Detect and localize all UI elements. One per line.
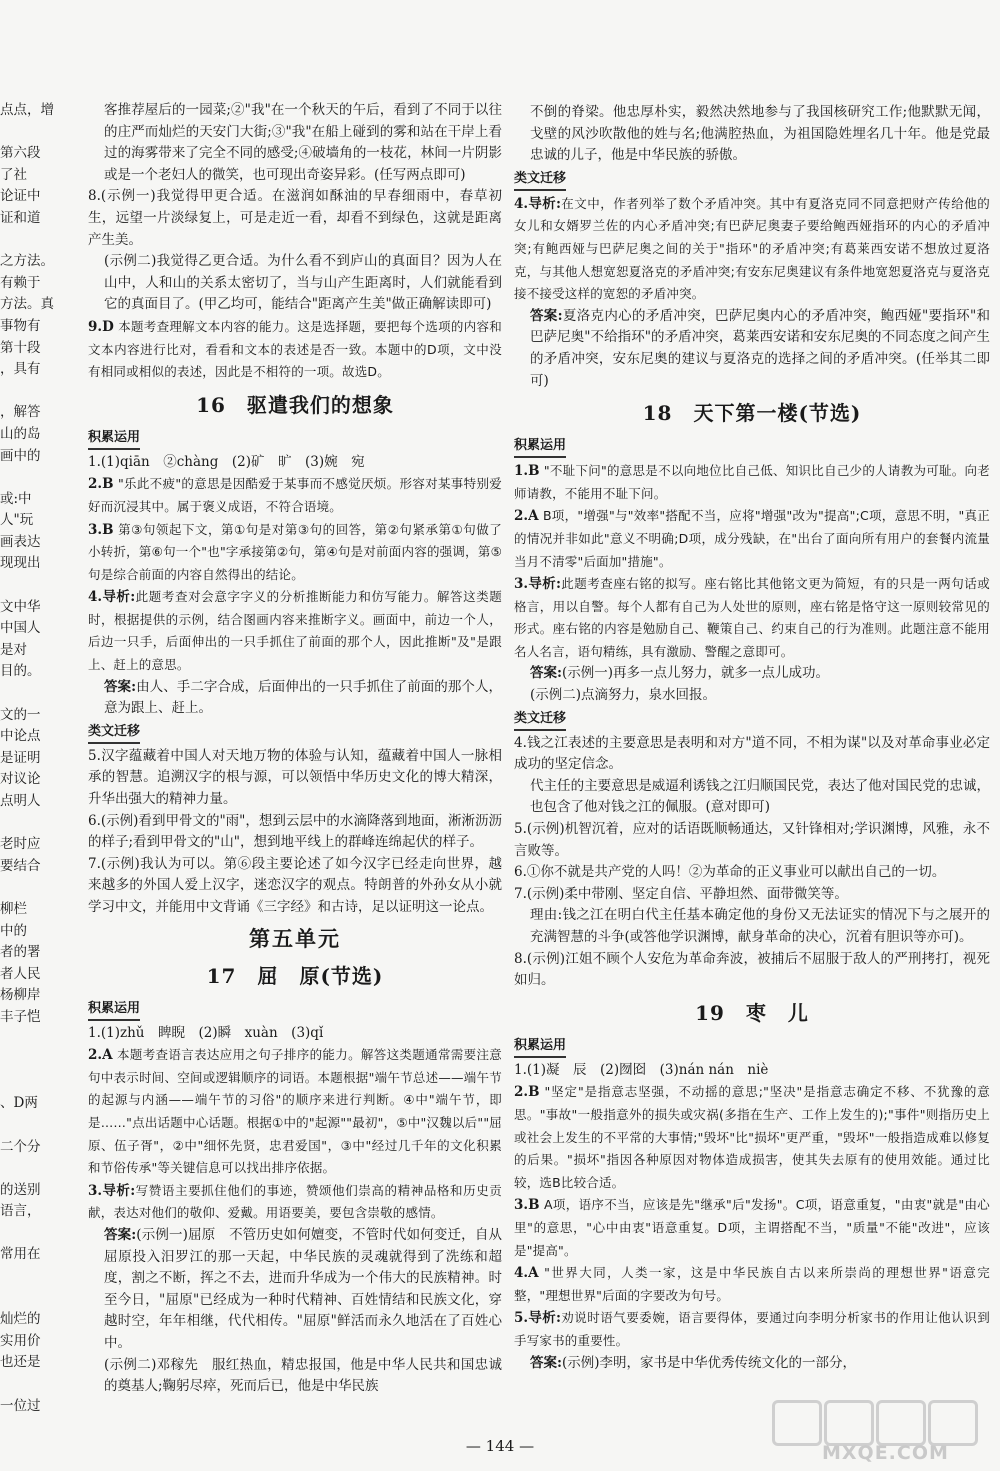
answer-l16-q6: 6.(示例)看到甲骨文的"雨"，想到云层中的水滴降落到地面，淅淅沥沥的样子;看到甲骨文的"山"，想到地平线上的群峰连绵起伏的样子。 (88, 812, 502, 851)
answer-l17-q1: 1.(1)zhǔ 睥睨 (2)瞬 xuàn (3)qǐ (88, 1024, 324, 1041)
section-label-transfer: 类文迁移 (514, 709, 566, 731)
answer-text: 夏洛克内心的矛盾冲突，巴萨尼奥内心的矛盾冲突，鲍西娅"要指环"和巴萨尼奥"不给指环"的矛盾冲突，葛莱西安诺和安东尼奥的不同态度之间产生的矛盾冲突，安东尼奥的建议与夏洛克的选择之间的矛盾冲突。(任举其二即可) (530, 307, 990, 389)
clipped-text-line (0, 877, 78, 899)
answer-l19-q3 (514, 1194, 990, 1262)
answer-l17-q4-answer (514, 306, 990, 392)
question-number: 3.B (88, 521, 114, 538)
clipped-text-line (0, 230, 78, 252)
clipped-text-line: 丰子恺 (0, 1008, 41, 1025)
clipped-text-line: 有赖于 (0, 274, 41, 291)
answer-l17-q4 (514, 193, 990, 306)
clipped-text-line: 画表达 (0, 533, 41, 550)
answer-label: 答案: (104, 678, 137, 695)
clipped-text-line: 山的岛 (0, 425, 41, 442)
clipped-text-line: 者人民 (0, 965, 41, 982)
answer-l19-q1: 1.(1)凝 辰 (2)囫囵 (3)nán nán niè (514, 1061, 769, 1078)
section-label-accumulate: 积累运用 (88, 999, 140, 1021)
clipped-text-line: ，解答 (0, 404, 41, 421)
section-label-accumulate: 积累运用 (88, 428, 140, 450)
clipped-text-line (0, 813, 78, 835)
clipped-text-line: ，具有 (0, 361, 41, 378)
section-label-transfer: 类文迁移 (514, 169, 566, 191)
answer-l17-q3-answer-2: (示例二)邓稼先 服红热血，精忠报国，他是中华人民共和国忠诚的奠基人;鞠躬尽瘁，死而后已，他是中华民族 (104, 1356, 502, 1395)
clipped-text-line: 二个分 (0, 1138, 41, 1155)
answer-text: (示例)李明，家书是中华优秀传统文化的一部分， (561, 1354, 857, 1371)
clipped-text-line: 点点，增 (0, 102, 54, 118)
question-number: 1.B (514, 463, 540, 480)
watermark-logo (762, 1398, 992, 1464)
analysis-text: 本题考查理解文本内容的能力。这是选择题，要把每个选项的内容和文本内容进行比对，看看和文本的表述是否一致。本题中的D项，文中没有相同或相似的表述，因此是不相符的一项。故选D。 (88, 318, 502, 380)
clipped-text-line: 的送别 (0, 1181, 41, 1198)
clipped-text-line: 点明人 (0, 793, 41, 809)
analysis-text: "世界大同，人类一家，这是中华民族自古以来所崇尚的理想世界"语意完整，"理想世界"后面的字要改为句号。 (514, 1265, 990, 1303)
watermark-mark (824, 1400, 874, 1446)
section-label-accumulate: 积累运用 (514, 1036, 566, 1058)
clipped-text-line: 事物有 (0, 317, 41, 334)
left-edge-column (0, 100, 78, 1417)
answer-l17-q2 (88, 1044, 502, 1180)
analysis-text: 第③句领起下文，第①句是对第③句的回答，第②句紧承第①句做了小转折，第⑥句一个"也"字承接第②句，第④句是对前面内容的强调，第⑤句是综合前面的内容自然得出的结论。 (88, 521, 502, 582)
analysis-text: "坚定"是指意志坚强，不动摇的意思;"坚决"是指意志确定不移、不犹豫的意思。"事故"一般指意外的损失或灾祸(多指在生产、工作上发生的);"事件"则指历史上或社会上发生的不平常的大事情;"毁坏"比"损坏"更严重，"毁坏"一般指造成难以修复的后果。"损坏"指因各种原因对物体造成损害，使其失去原有的使用效能。通过比较，选B比较合适。 (514, 1084, 990, 1190)
answer-l16-q3 (88, 519, 502, 587)
clipped-text-line (0, 122, 78, 144)
answer-l18-q3 (514, 573, 990, 663)
question-number: 4.导析: (88, 589, 136, 606)
question-number: 4.导析: (514, 195, 561, 212)
answer-text: (示例一)再多一点儿努力，就多一点儿成功。 (561, 665, 830, 682)
question-number: 2.A (88, 1047, 113, 1064)
clipped-text-line (0, 1374, 78, 1396)
clipped-text-line: 方法。真 (0, 296, 54, 313)
lesson-19-title: 19 枣 儿 (695, 1000, 809, 1025)
answer-l19-q2 (514, 1081, 990, 1194)
clipped-text-line: 要结合 (0, 857, 41, 874)
clipped-text-line: 或:中 (0, 490, 32, 507)
clipped-text-line: 灿烂的 (0, 1311, 41, 1328)
clipped-text-line: 目的。 (0, 663, 41, 680)
analysis-text: 在文中，作者列举了数个矛盾冲突。其中有夏洛克同不同意把财产传给他的女儿和女婿罗兰佐的内心矛盾冲突;有巴萨尼奥妻子要给鲍西娅指环的内心的矛盾冲突;有鲍西娅与巴萨尼奥之间的关于"指环"的矛盾冲突;有葛莱西安诺不想放过夏洛克，与其他人想宽恕夏洛克的矛盾冲突;有安东尼奥建议有条件地宽恕夏洛克与夏洛克接不接受这样的宽恕的矛盾冲突。 (514, 195, 990, 302)
analysis-text: 此题考查座右铭的拟写。座右铭比其他铭文更为简短，有的只是一两句话或格言，用以自警。每个人都有自己为人处世的原则，座右铭是恪守这一原则较常见的形式。座右铭的内容是勉励自己、鞭策自己、约束自己的行为准则。此题注意不能用名人名言，语句精练，具有激励、警醒之意即可。 (514, 576, 990, 659)
question-number: 2.A (514, 508, 539, 525)
section-label-accumulate: 积累运用 (514, 436, 566, 458)
answer-l18-q4-b: 代主任的主要意思是威逼利诱钱之江归顺国民党，表达了他对国民党的忠诚，也包含了他对钱之江的佩服。(意对即可) (530, 777, 990, 816)
clipped-text-line: 证和道 (0, 209, 41, 226)
answer-l18-q6: 6.①你不就是共产党的人吗！②为革命的正义事业可以献出自己的一切。 (514, 864, 946, 881)
section-label-transfer: 类文迁移 (88, 722, 140, 744)
answer-l16-q1: 1.(1)qiān ②chàng (2)矿 旷 (3)婉 宛 (88, 453, 365, 470)
clipped-text-line: 语言， (0, 1203, 41, 1220)
clipped-text-line: 人"玩 (0, 512, 34, 529)
clipped-text-line: 常用在 (0, 1246, 41, 1263)
analysis-text: 劝说时语气要委婉，语言要得体，要通过向李明分析家书的作用让他认识到手写家书的重要性。 (514, 1310, 990, 1348)
clipped-text-line (0, 1266, 78, 1288)
clipped-text-line: 杨柳岸 (0, 987, 41, 1004)
question-number: 5.导析: (514, 1310, 561, 1327)
answer-label: 答案: (104, 1226, 137, 1243)
question-number: 3.导析: (514, 576, 561, 593)
answer-l18-q4: 4.钱之江表述的主要意思是表明和对方"道不同，不相为谋"以及对革命事业必定成功的坚定信念。 (514, 734, 990, 773)
answer-l19-q5-answer (514, 1353, 990, 1375)
answer-text: (示例一)屈原 不管历史如何嬗变，不管时代如何变迁，自从屈原投入汨罗江的那一天起，中华民族的灵魂就得到了洗练和超度，割之不断，挥之不去，进而升华成为一个伟大的民族精神。时至今日，"屈原"已经成为一种时代精神、百姓情结和民族文化，穿越时空，年年相继，代代相传。"屈原"鲜活而永久地活在了百姓心中。 (104, 1226, 502, 1351)
clipped-text-line (0, 575, 78, 597)
clipped-text-line: 第六段 (0, 145, 41, 162)
clipped-text-line: 第十段 (0, 339, 41, 356)
lesson-17-title: 17 屈 原(节选) (206, 963, 384, 988)
clipped-text-line: 是证明 (0, 749, 41, 766)
answer-l16-q4 (88, 586, 502, 676)
clipped-text-line: 者的署 (0, 944, 41, 961)
answer-l19-q5 (514, 1307, 990, 1352)
clipped-text-line: 中国人 (0, 620, 41, 637)
clipped-text-line (0, 1115, 78, 1137)
watermark-mark (928, 1400, 978, 1446)
watermark-mark (876, 1400, 926, 1446)
lesson-16-title: 16 驱遣我们的想象 (196, 392, 394, 417)
clipped-text-line (0, 683, 78, 705)
answer-l17-q3-answer (88, 1225, 502, 1355)
clipped-text-line: 是对 (0, 641, 27, 658)
answer-l16-q4-answer (88, 677, 502, 720)
watermark-mark (772, 1400, 822, 1446)
answer-l19-q4 (514, 1262, 990, 1307)
answer-l18-q7-reason: 理由:钱之江在明白代主任基本确定他的身份又无法证实的情况下与之展开的充满智慧的斗争(或答他学识渊博，献身革命的决心，沉着有胆识等亦可)。 (530, 907, 990, 945)
answer-l18-q8: 8.(示例)江姐不顾个人安危为革命奔波，被捕后不屈服于敌人的严刑拷打，视死如归。 (514, 950, 990, 989)
analysis-text: 本题考查语言表达应用之句子排序的能力。解答这类题通常需要注意句中表示时间、空间或逻辑顺序的词语。本题根据"端午节总述——端午节的起源与内涵——端午节的习俗"的顺序来进行判断。④中"端午节，即是……"点出话题中心话题。根据①中的"起源""最初"，⑤中"汉魏以后""屈原、伍子胥"，②中"细怀先贤，忠君爱国"，③中"经过几千年的文化积累和节俗传承"等关键信息可以找出排序依据。 (88, 1047, 502, 1176)
clipped-text-line: 现现出 (0, 555, 41, 572)
clipped-text-line: 对议论 (0, 771, 41, 788)
analysis-text: A项，语序不当，应该是先"继承"后"发扬"。C项，语意重复，"由衷"就是"由心里"的意思，"心中由衷"语意重复。D项，主谓搭配不当，"质量"不能"改进"，应该是"提高"。 (514, 1197, 991, 1258)
answer-paragraph: 客推荐屋后的一园菜;②"我"在一个秋天的午后，看到了不同于以往的庄严而灿烂的天安门大街;③"我"在船上碰到的雾和站在干岸上看过的海雾带来了完全不同的感受;④破墙角的一枝花，林间一片阴影或是一个老妇人的微笑，也可现出奇姿异彩。(任写两点即可) (104, 102, 502, 183)
clipped-text-line (0, 1288, 78, 1310)
right-column (514, 102, 990, 1374)
clipped-text-line (0, 381, 78, 403)
answer-l18-q2 (514, 505, 990, 573)
clipped-text-line: 文的一 (0, 706, 41, 723)
answer-paragraph: 不倒的脊梁。他忠厚朴实，毅然决然地参与了我国核研究工作;他默默无闻，戈壁的风沙吹散他的姓与名;他满腔热血，为祖国隐姓埋名几十年。他是党最忠诚的儿子，他是中华民族的骄傲。 (530, 104, 990, 164)
clipped-text-line: 、D两 (0, 1095, 38, 1112)
answer-q8-alt: (示例二)我觉得乙更合适。为什么看不到庐山的真面目？因为人在山中，人和山的关系太密切了，当与山产生距离时，人们就能看到它的真面目了。(甲乙均可，能结合"距离产生美"做正确解读即可) (104, 253, 502, 313)
answer-l16-q2 (88, 473, 502, 518)
answer-l17-q3 (88, 1180, 502, 1225)
question-number: 2.B (88, 476, 114, 493)
answer-label: 答案: (530, 307, 563, 324)
watermark-text: MXQE.COM (822, 1442, 949, 1464)
clipped-text-line: 文中华 (0, 598, 41, 615)
answer-q8: 8.(示例一)我觉得甲更合适。在滋润如酥油的早春细雨中，春草初生，远望一片淡绿复上，可是走近一看，却看不到绿色，这就是距离产生美。 (88, 188, 502, 248)
clipped-text-line (0, 1050, 78, 1072)
answer-l18-q7: 7.(示例)柔中带刚、坚定自信、平静坦然、面带微笑等。 (514, 885, 848, 902)
clipped-text-line (0, 467, 78, 489)
clipped-text-line: 中的 (0, 922, 27, 939)
page-number: — 144 — (465, 1437, 535, 1455)
clipped-text-line: 画中的 (0, 447, 41, 464)
clipped-text-line (0, 1072, 78, 1094)
answer-l18-q3-answer (514, 663, 990, 685)
clipped-text-line: 论证中 (0, 188, 41, 205)
clipped-text-line: 中论点 (0, 728, 41, 745)
question-number: 3.导析: (88, 1182, 136, 1199)
answer-text: 由人、手二字合成，后面伸出的一只手抓住了前面的那个人，意为跟上、赶上。 (104, 678, 503, 717)
clipped-text-line: 一位过 (0, 1397, 41, 1414)
clipped-text-line (0, 1223, 78, 1245)
clipped-text-line: 了社 (0, 166, 27, 183)
answer-l16-q5: 5.汉字蕴藏着中国人对天地万物的体验与认知，蕴藏着中国人一脉相承的智慧。追溯汉字的根与源，可以领悟中华历史文化的博大精深，升华出强大的精神力量。 (88, 747, 502, 808)
answer-l18-q5: 5.(示例)机智沉着，应对的话语既顺畅通达，又针锋相对;学识渊博，风雅，永不言败等。 (514, 821, 990, 859)
clipped-text-line (0, 1029, 78, 1051)
middle-column (88, 100, 502, 1398)
analysis-text: "乐此不疲"的意思是因酷爱于某事而不感觉厌烦。形容对某事特别爱好而沉浸其中。属于褒义成语，不符合语境。 (88, 476, 502, 514)
clipped-text-line (0, 1158, 78, 1180)
answer-l16-q7: 7.(示例)我认为可以。第⑥段主要论述了如今汉字已经走向世界，越来越多的外国人爱上汉字，迷恋汉字的观点。特朗普的外孙女从小就学习中文，并能用中文背诵《三字经》和古诗，足以证明这一论点。 (88, 855, 502, 915)
question-number: 2.B (514, 1084, 540, 1101)
analysis-text: 此题考查对会意字字义的分析推断能力和仿写能力。解答这类题时，根据提供的示例，结合图画内容来推断字义。画面中，前边一个人，后边一只手，后面伸出的一只手抓住了前面的那个人，因此推断"及"是跟上、赶上的意思。 (88, 589, 503, 673)
question-number: 9.D (88, 318, 114, 335)
analysis-text: B项，"增强"与"效率"搭配不当，应将"增强"改为"提高";C项，意思不明，"真正的情况并非如此"意义不明确;D项，成分残缺，在"出台了面向所有用户的套餐内流量当月不清零"后面加"措施"。 (514, 508, 990, 569)
clipped-text-line: 老时应 (0, 836, 41, 853)
lesson-18-title: 18 天下第一楼(节选) (642, 401, 862, 426)
analysis-text: 写赞语主要抓住他们的事迹，赞颂他们崇高的精神品格和历史贡献，表达对他们的敬仰、爱戴。用语要美，要包含崇敬的感情。 (88, 1182, 503, 1221)
clipped-text-line: 也还是 (0, 1354, 41, 1371)
question-number: 3.B (514, 1197, 540, 1214)
clipped-text-line: 之方法。 (0, 253, 54, 270)
question-number: 4.A (514, 1265, 539, 1282)
answer-l18-q1 (514, 460, 990, 505)
unit-5-title: 第五单元 (249, 925, 341, 951)
answer-label: 答案: (530, 665, 562, 682)
answer-q9 (88, 316, 502, 384)
answer-label: 答案: (530, 1354, 562, 1371)
clipped-text-line: 柳栏 (0, 900, 27, 917)
answer-l18-q3-answer-2: (示例二)点滴努力，泉水回报。 (530, 687, 717, 704)
analysis-text: "不耻下问"的意思是不以向地位比自己低、知识比自己少的人请教为可耻。向老师请教，不能用不耻下问。 (514, 463, 991, 501)
clipped-text-line: 实用价 (0, 1332, 41, 1349)
